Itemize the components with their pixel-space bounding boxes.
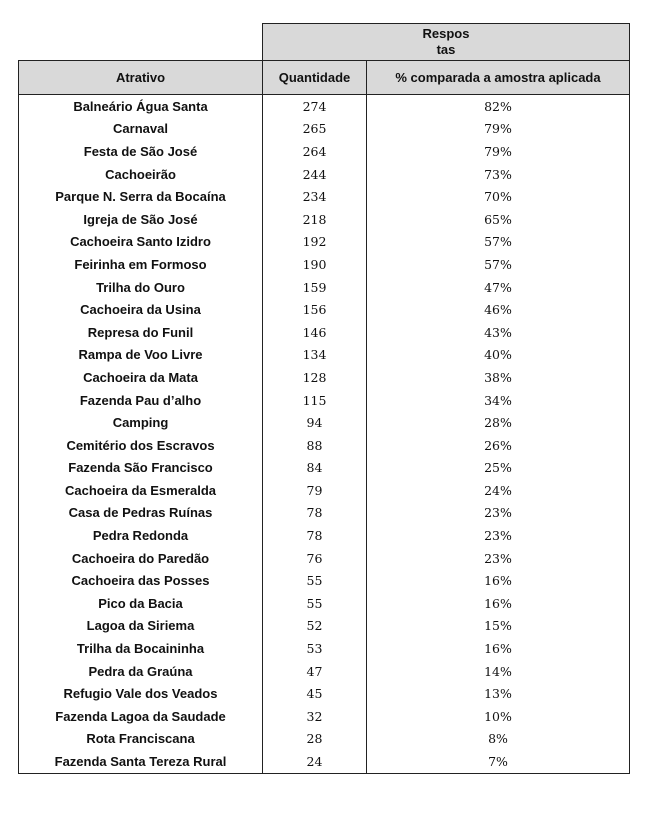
quantity-cell: 55 <box>263 592 367 615</box>
quantity-cell: 52 <box>263 615 367 638</box>
percent-cell: 14% <box>367 660 630 683</box>
table-row <box>19 276 630 299</box>
attraction-name-cell: Represa do Funil <box>19 321 263 344</box>
table-row <box>19 344 630 367</box>
percent-cell: 79% <box>367 118 630 141</box>
percent-cell: 16% <box>367 592 630 615</box>
table-row <box>19 457 630 480</box>
percent-cell: 79% <box>367 140 630 163</box>
attraction-name-cell: Cemitério dos Escravos <box>19 434 263 457</box>
percent-cell: 15% <box>367 615 630 638</box>
attraction-name-cell: Balneário Água Santa <box>19 95 263 118</box>
table-row <box>19 231 630 254</box>
quantity-cell: 134 <box>263 344 367 367</box>
attraction-name-cell: Cachoeira Santo Izidro <box>19 231 263 254</box>
attraction-name-cell: Parque N. Serra da Bocaína <box>19 185 263 208</box>
attraction-name-cell: Carnaval <box>19 118 263 141</box>
quantity-cell: 94 <box>263 411 367 434</box>
quantity-cell: 265 <box>263 118 367 141</box>
percent-cell: 24% <box>367 479 630 502</box>
table-row <box>19 95 630 118</box>
quantity-cell: 234 <box>263 185 367 208</box>
attraction-name-cell: Trilha do Ouro <box>19 276 263 299</box>
column-header-atrativo: Atrativo <box>19 61 263 95</box>
attraction-name-cell: Cachoeira da Esmeralda <box>19 479 263 502</box>
quantity-cell: 47 <box>263 660 367 683</box>
attraction-name-cell: Fazenda Santa Tereza Rural <box>19 750 263 773</box>
table-row <box>19 750 630 773</box>
quantity-cell: 192 <box>263 231 367 254</box>
percent-cell: 65% <box>367 208 630 231</box>
table-row <box>19 163 630 186</box>
percent-cell: 28% <box>367 411 630 434</box>
attraction-name-cell: Lagoa da Siriema <box>19 615 263 638</box>
percent-cell: 10% <box>367 705 630 728</box>
group-header <box>263 24 630 61</box>
percent-cell: 23% <box>367 547 630 570</box>
percent-cell: 82% <box>367 95 630 118</box>
attraction-name-cell: Fazenda Lagoa da Saudade <box>19 705 263 728</box>
quantity-cell: 78 <box>263 524 367 547</box>
percent-cell: 26% <box>367 434 630 457</box>
attraction-name-cell: Igreja de São José <box>19 208 263 231</box>
percent-cell: 70% <box>367 185 630 208</box>
quantity-cell: 24 <box>263 750 367 773</box>
empty-corner-cell <box>19 24 263 61</box>
percent-cell: 23% <box>367 524 630 547</box>
quantity-cell: 32 <box>263 705 367 728</box>
attraction-name-cell: Rota Franciscana <box>19 728 263 751</box>
table-row <box>19 118 630 141</box>
percent-cell: 57% <box>367 253 630 276</box>
table-row <box>19 479 630 502</box>
attraction-name-cell: Pedra da Graúna <box>19 660 263 683</box>
quantity-cell: 128 <box>263 366 367 389</box>
quantity-cell: 78 <box>263 502 367 525</box>
table-row <box>19 569 630 592</box>
table-row <box>19 140 630 163</box>
percent-cell: 16% <box>367 569 630 592</box>
attraction-name-cell: Pico da Bacia <box>19 592 263 615</box>
table-row <box>19 321 630 344</box>
table-row <box>19 185 630 208</box>
attraction-name-cell: Trilha da Bocaininha <box>19 637 263 660</box>
table-row <box>19 660 630 683</box>
table-row <box>19 366 630 389</box>
column-header-percent-label: % comparada a amostra aplicada <box>395 69 601 85</box>
percent-cell: 8% <box>367 728 630 751</box>
quantity-cell: 45 <box>263 682 367 705</box>
quantity-cell: 146 <box>263 321 367 344</box>
quantity-cell: 53 <box>263 637 367 660</box>
quantity-cell: 156 <box>263 298 367 321</box>
percent-cell: 38% <box>367 366 630 389</box>
attraction-name-cell: Cachoeira das Posses <box>19 569 263 592</box>
table-row <box>19 411 630 434</box>
attraction-name-cell: Cachoeira da Mata <box>19 366 263 389</box>
percent-cell: 57% <box>367 231 630 254</box>
column-header-percent <box>367 61 630 95</box>
percent-cell: 7% <box>367 750 630 773</box>
percent-cell: 34% <box>367 389 630 412</box>
quantity-cell: 159 <box>263 276 367 299</box>
percent-cell: 25% <box>367 457 630 480</box>
table-row <box>19 389 630 412</box>
attraction-name-cell: Feirinha em Formoso <box>19 253 263 276</box>
table-row <box>19 524 630 547</box>
quantity-cell: 76 <box>263 547 367 570</box>
attraction-name-cell: Rampa de Voo Livre <box>19 344 263 367</box>
quantity-cell: 115 <box>263 389 367 412</box>
attraction-name-cell: Pedra Redonda <box>19 524 263 547</box>
table-row <box>19 208 630 231</box>
quantity-cell: 55 <box>263 569 367 592</box>
table-row <box>19 298 630 321</box>
attraction-name-cell: Fazenda São Francisco <box>19 457 263 480</box>
attraction-name-cell: Refugio Vale dos Veados <box>19 682 263 705</box>
percent-cell: 43% <box>367 321 630 344</box>
quantity-cell: 84 <box>263 457 367 480</box>
attraction-name-cell: Festa de São José <box>19 140 263 163</box>
quantity-cell: 244 <box>263 163 367 186</box>
percent-cell: 73% <box>367 163 630 186</box>
quantity-cell: 264 <box>263 140 367 163</box>
table-row <box>19 434 630 457</box>
attractions-table <box>18 23 630 774</box>
percent-cell: 46% <box>367 298 630 321</box>
table-row <box>19 253 630 276</box>
attraction-name-cell: Cachoeira do Paredão <box>19 547 263 570</box>
table-row <box>19 728 630 751</box>
percent-cell: 47% <box>367 276 630 299</box>
attraction-name-cell: Cachoeira da Usina <box>19 298 263 321</box>
table-row <box>19 682 630 705</box>
quantity-cell: 190 <box>263 253 367 276</box>
table-row <box>19 502 630 525</box>
quantity-cell: 274 <box>263 95 367 118</box>
table-row <box>19 592 630 615</box>
table-row <box>19 615 630 638</box>
group-header-label: Respos tas <box>422 26 470 57</box>
percent-cell: 16% <box>367 637 630 660</box>
quantity-cell: 88 <box>263 434 367 457</box>
quantity-cell: 218 <box>263 208 367 231</box>
percent-cell: 40% <box>367 344 630 367</box>
attraction-name-cell: Cachoeirão <box>19 163 263 186</box>
table-row <box>19 547 630 570</box>
attraction-name-cell: Camping <box>19 411 263 434</box>
quantity-cell: 28 <box>263 728 367 751</box>
percent-cell: 23% <box>367 502 630 525</box>
column-header-quantidade: Quantidade <box>263 61 367 95</box>
table-row <box>19 637 630 660</box>
percent-cell: 13% <box>367 682 630 705</box>
attraction-name-cell: Casa de Pedras Ruínas <box>19 502 263 525</box>
attraction-name-cell: Fazenda Pau d’alho <box>19 389 263 412</box>
quantity-cell: 79 <box>263 479 367 502</box>
table-row <box>19 705 630 728</box>
